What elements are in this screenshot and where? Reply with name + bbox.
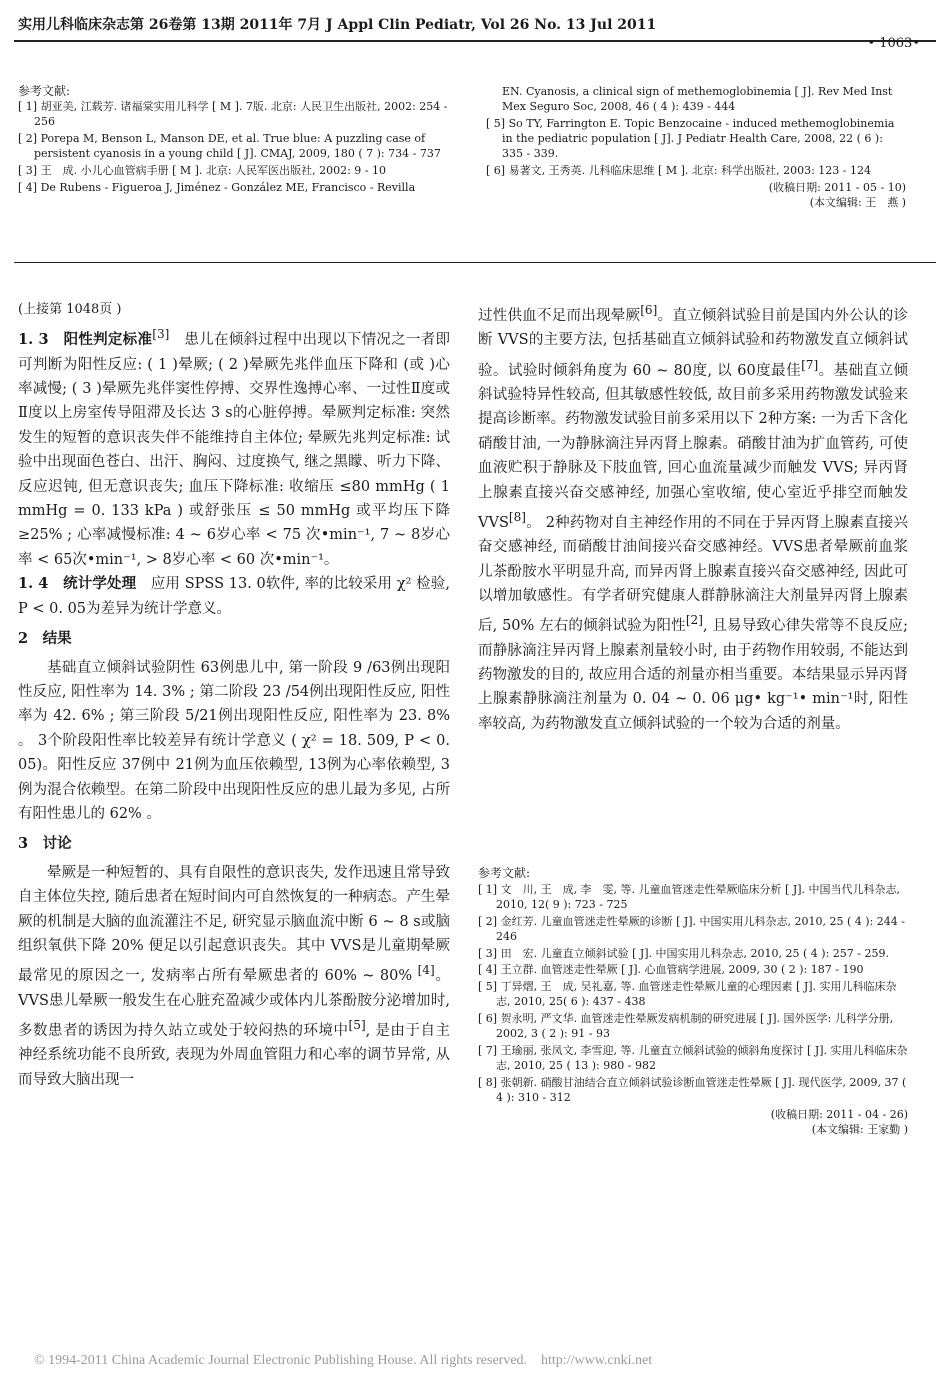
- reference-item: [ 7] 王瑜丽, 张凤文, 李雪迎, 等. 儿童直立倾斜试验的倾斜角度探讨 [ J]. 实用儿科临床杂志, 2010, 25 ( 13 ): 980 - 982: [478, 1043, 908, 1072]
- citation: [4]: [417, 963, 435, 978]
- citation: [2]: [685, 613, 703, 628]
- citation: [8]: [508, 509, 526, 524]
- reference-item: [ 2] 金红芳. 儿童血管迷走性晕厥的诊断 [ J]. 中国实用儿科杂志, 2010, 25 ( 4 ): 244 - 246: [478, 914, 906, 943]
- top-references-left: [18, 84, 450, 197]
- citation: [3]: [152, 327, 170, 342]
- reference-item: [ 3] 田 宏. 儿童直立倾斜试验 [ J]. 中国实用儿科杂志, 2010, 25 ( 4 ): 257 - 259.: [478, 946, 889, 960]
- header-rule: [14, 40, 936, 42]
- continued-note: (上接第 1048页 ): [18, 302, 122, 317]
- citation: [7]: [801, 357, 819, 372]
- reference-item: [ 4] De Rubens - Figueroa J, Jiménez - González ME, Francisco - Revilla: [18, 181, 416, 194]
- received-date: (收稿日期: 2011 - 04 - 26): [770, 1107, 908, 1121]
- received-date: (收稿日期: 2011 - 05 - 10): [768, 181, 906, 194]
- discussion-paragraph: 晕厥是一种短暂的、具有自限性的意识丧失, 发作迅速且常导致自主体位失控, 随后患者在短时间内可自然恢复的一种病态。产生晕厥的机制是大脑的血流灌注不足, 研究显示脑血流中断 6 ~ 8 s或脑组织氧供下降 20% 便足以引起意识丧失。其中 VVS是儿童期晕厥最常见的原因之一, 发病率占所有晕厥患者的 60% ~ 80% [4]。VVS患儿晕厥一般发生在心脏充盈减少或体内儿茶酚胺分泌增加时, 多数患者的诱因为持久站立或处于较闷热的环境中[5], 是由于自主神经系统功能不良所致, 表现为外周血管阻力和心率的调节异常, 从而导致大脑出现一: [18, 864, 450, 1088]
- section-1-4: [18, 572, 450, 621]
- section-heading-discussion: 3 讨论: [18, 835, 72, 853]
- reference-item: [ 4] 王立群. 血管迷走性晕厥 [ J]. 心血管病学进展, 2009, 30 ( 2 ): 187 - 190: [478, 963, 864, 976]
- editor-note: (本文编辑: 王 燕 ): [809, 196, 906, 209]
- page-number: • 1063•: [867, 36, 920, 51]
- copyright-footer: © 1994-2011 China Academic Journal Electronic Publishing House. All rights reserved. http://www.cnki.net: [34, 1353, 653, 1368]
- reference-item: [ 6] 易著文, 王秀英. 儿科临床思维 [ M ]. 北京: 科学出版社, 2003: 123 - 124: [486, 164, 871, 177]
- paragraph-text: 患儿在倾斜过程中出现以下情况之一者即可判断为阳性反应: ( 1 )晕厥; ( 2 )晕厥先兆伴血压下降和 (或 )心率减慢; ( 3 )晕厥先兆伴窦性停搏、交界性逸搏心率、一过性Ⅱ度或Ⅱ度以上房室传导阻滞及长达 3 s的心脏停搏。晕厥判定标准: 突然发生的短暂的意识丧失伴不能维持自主体位; 晕厥先兆判定标准: 试验中出现面色苍白、出汗、胸闷、过度换气, 继之黑矇、听力下降、反应迟钝, 但无意识丧失; 血压下降标准: 收缩压 ≤80 mmHg ( 1 mmHg = 0. 133 kPa ) 或舒张压 ≤ 50 mmHg 或平均压下降 ≥25% ; 心率减慢标准: 4 ~ 6岁心率 < 75 次•min⁻¹, 7 ~ 8岁心率 < 65次•min⁻¹, > 8岁心率 < 60 次•min⁻¹。: [18, 332, 451, 568]
- section-heading-results: 2 结果: [18, 630, 72, 648]
- citation: [6]: [640, 303, 658, 317]
- citation: [5]: [348, 1018, 366, 1033]
- reference-item: [ 1] 文 川, 王 成, 李 雯, 等. 儿童血管迷走性晕厥临床分析 [ J]. 中国当代儿科杂志, 2010, 12( 9 ): 723 - 725: [478, 882, 901, 911]
- right-column: [478, 298, 908, 736]
- subsection-heading: 1. 4 统计学处理: [18, 575, 137, 593]
- reference-item: [ 5] So TY, Farrington E. Topic Benzocaine - induced methemoglobinemia in the pediatric population [ J]. J Pediatr Health Care, 2008, 22 ( 6 ): 335 - 339.: [486, 117, 895, 160]
- left-column: [18, 298, 450, 1092]
- section-divider: [14, 262, 936, 263]
- reference-item: [ 2] Porepa M, Benson L, Manson DE, et al. True blue: A puzzling case of persistent cyanosis in a young child [ J]. CMAJ, 2009, 180 ( 7 ): 734 - 737: [18, 132, 441, 160]
- editor-note: (本文编辑: 王家勤 ): [811, 1122, 908, 1136]
- references-label: 参考文献:: [478, 866, 531, 880]
- results-paragraph: 基础直立倾斜试验阴性 63例患儿中, 第一阶段 9 /63例出现阳性反应, 阳性率为 14. 3% ; 第二阶段 23 /54例出现阳性反应, 阳性率为 42. 6% ; 第三阶段 5/21例出现阳性反应, 阳性率为 23. 8% 。 3个阶段阳性率比较差异有统计学意义 ( χ² = 18. 509, P < 0. 05)。阳性反应 37例中 21例为血压依赖型, 13例为心率依赖型, 3例为混合依赖型。在第二阶段中出现阳性反应的患儿最为多见, 占所有阳性患儿的 62% 。: [18, 659, 450, 822]
- reference-item: [ 3] 王 成. 小儿心血管病手册 [ M ]. 北京: 人民军医出版社, 2002: 9 - 10: [18, 164, 386, 177]
- reference-item: [ 1] 胡亚美, 江载芳. 诸福棠实用儿科学 [ M ]. 7版. 北京: 人民卫生出版社, 2002: 254 - 256: [18, 100, 448, 128]
- discussion-paragraph-continued: 过性供血不足而出现晕厥[6]。直立倾斜试验目前是国内外公认的诊断 VVS的主要方法, 包括基础直立倾斜试验和药物激发直立倾斜试验。试验时倾斜角度为 60 ~ 80度, 以 60度最佳[7]。基础直立倾斜试验特异性较高, 但其敏感性较低, 故目前多采用药物激发试验来提高诊断率。药物激发试验目前多采用以下 2种方案: 一为舌下含化硝酸甘油, 一为静脉滴注异丙肾上腺素。硝酸甘油为扩血管药, 可使血液贮积于静脉及下肢血管, 回心血流量减少而触发 VVS; 异丙肾上腺素直接兴奋交感神经, 加强心室收缩, 使心室近乎排空而触发 VVS[8]。 2种药物对自主神经作用的不同在于异丙肾上腺素直接兴奋交感神经, 而硝酸甘油间接兴奋交感神经。VVS患者晕厥前血浆儿茶酚胺水平明显升高, 而异丙肾上腺素直接兴奋交感神经, 因此可以增加敏感性。有学者研究健康人群静脉滴注大剂量异丙肾上腺素后, 50% 左右的倾斜试验为阳性[2], 且易导致心律失常等不良反应; 而静脉滴注异丙肾上腺素剂量较小时, 由于药物作用较弱, 不能达到药物激发的目的, 故应用合适的剂量亦相当重要。本结果显示异丙肾上腺素静脉滴注剂量为 0. 04 ~ 0. 06 μg• kg⁻¹• min⁻¹时, 阳性率较高, 为药物激发直立倾斜试验的一个较为合适的剂量。: [478, 303, 909, 732]
- subsection-heading: 1. 3 阳性判定标准: [18, 331, 153, 349]
- reference-item: [ 6] 贺永明, 严文华. 血管迷走性晕厥发病机制的研究进展 [ J]. 国外医学: 儿科学分册, 2002, 3 ( 2 ): 91 - 93: [478, 1011, 894, 1040]
- reference-continuation: EN. Cyanosis, a clinical sign of methemoglobinemia [ J]. Rev Med Inst Mex Seguro Soc, 2008, 46 ( 4 ): 439 - 444: [502, 85, 893, 113]
- top-references-right: [486, 84, 906, 210]
- reference-item: [ 8] 张朝新. 硝酸甘油结合直立倾斜试验诊断血管迷走性晕厥 [ J]. 现代医学, 2009, 37 ( 4 ): 310 - 312: [478, 1075, 907, 1104]
- reference-item: [ 5] 丁异熠, 王 成, 吴礼嘉, 等. 血管迷走性晕厥儿童的心理因素 [ J]. 实用儿科临床杂志, 2010, 25( 6 ): 437 - 438: [478, 979, 897, 1008]
- section-1-3: [18, 322, 450, 572]
- references-label: 参考文献:: [18, 84, 71, 98]
- paragraph-text: 应用 SPSS 13. 0软件, 率的比较采用 χ² 检验, P < 0. 05为差异为统计学意义。: [18, 576, 450, 617]
- bottom-references: [478, 866, 908, 1137]
- journal-header: 实用儿科临床杂志第 26卷第 13期 2011年 7月 J Appl Clin Pediatr, Vol 26 No. 13 Jul 2011: [18, 17, 657, 33]
